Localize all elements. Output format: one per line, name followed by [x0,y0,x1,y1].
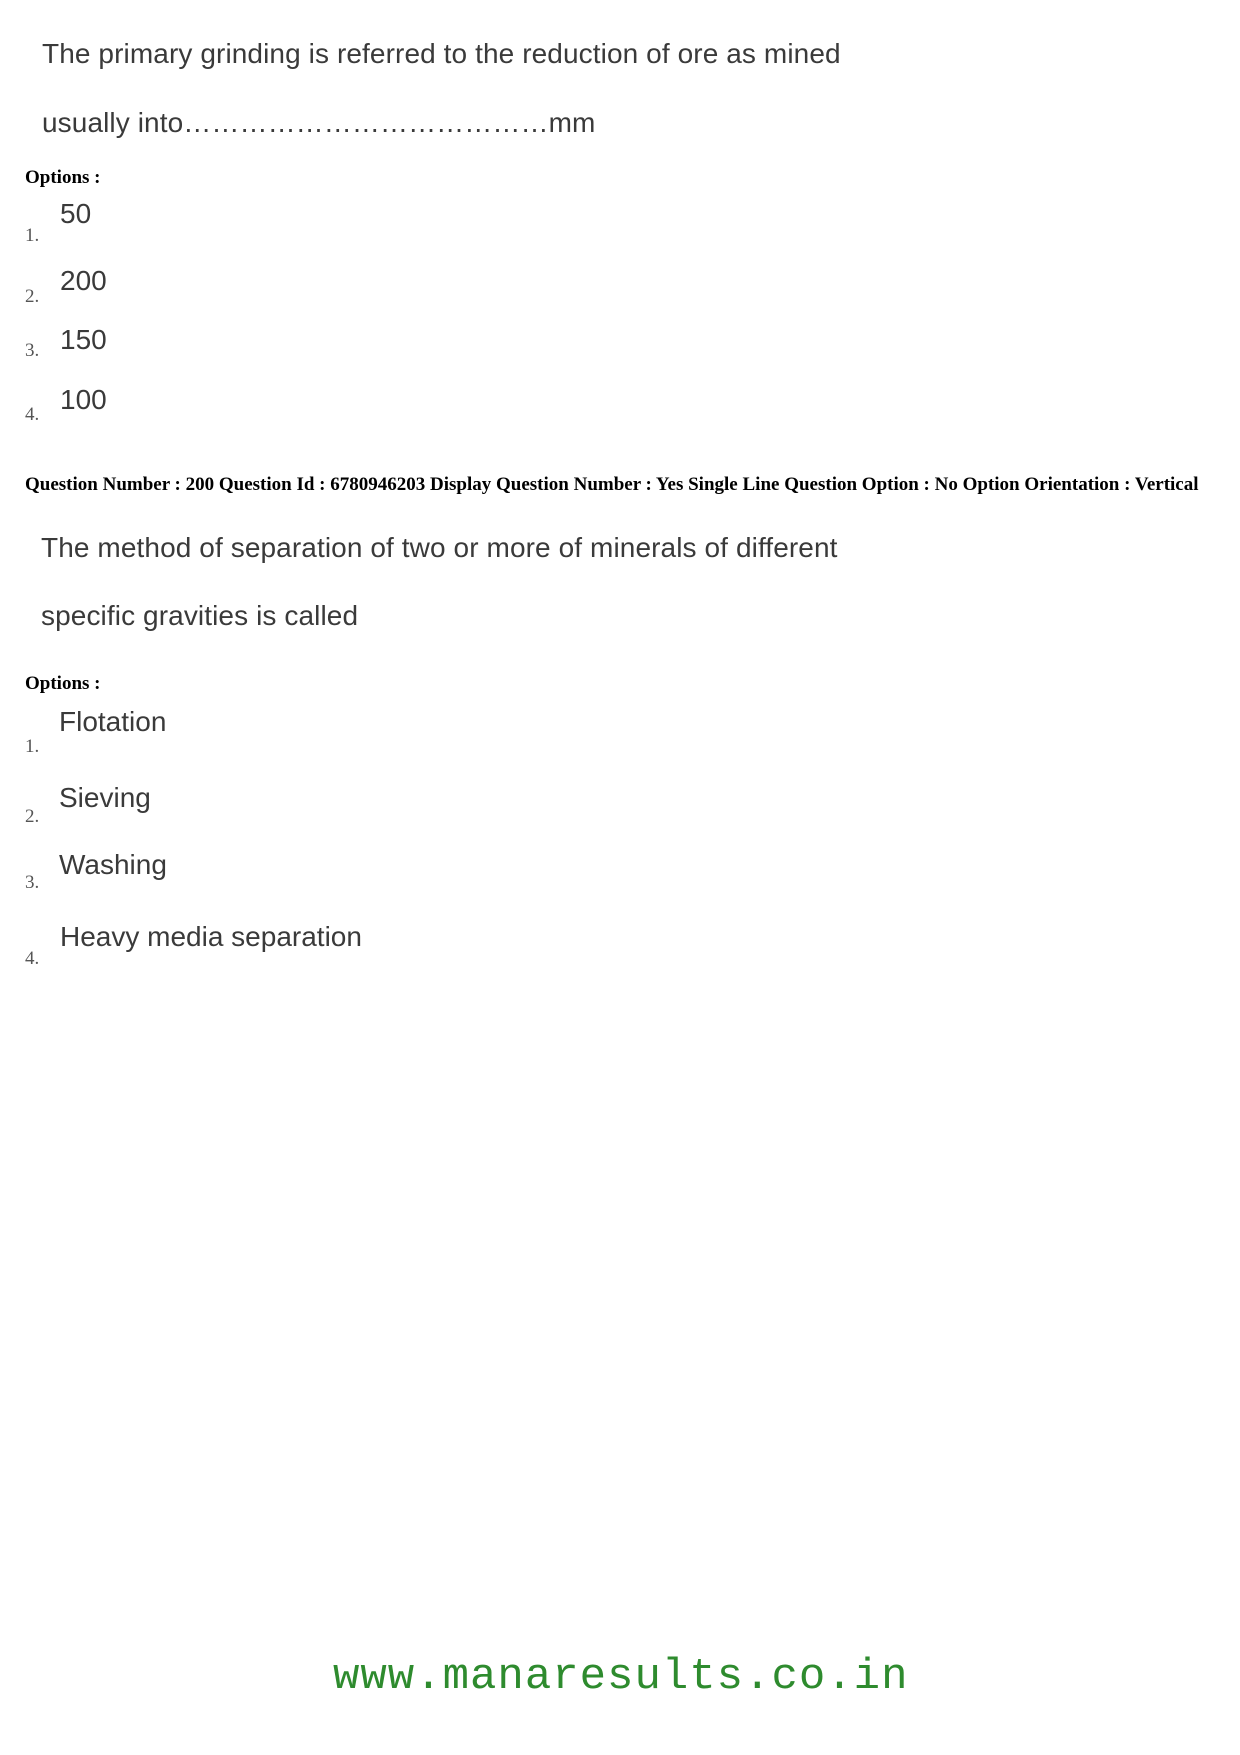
question-1-options-label: Options : [25,167,101,188]
question-1-option-4-text: 100 [60,384,107,415]
question-1-option-2-text: 200 [60,265,107,296]
question-2-option-3-text: Washing [59,849,167,880]
question-2-meta: Question Number : 200 Question Id : 6780946203 Display Question Number : Yes Single Line Question Option : No Option Orientation : Vertical [25,474,1199,495]
question-1-option-4-number: 4. [25,404,40,425]
question-2-option-1-text: Flotation [59,706,167,737]
question-2-option-3-number: 3. [25,872,40,893]
question-1-option-3-text: 150 [60,324,107,355]
question-2-text-line-1: The method of separation of two or more of minerals of different [41,532,838,563]
question-1-text-line-1: The primary grinding is referred to the reduction of ore as mined [42,38,841,69]
question-1-text-line-2: usually into…………………………………mm [42,107,596,138]
question-1-option-1-number: 1. [25,225,40,246]
question-2-option-4-text: Heavy media separation [60,921,362,952]
question-2-options-label: Options : [25,673,101,694]
question-1-option-1-text: 50 [60,198,92,229]
footer-website-link[interactable]: www.manaresults.co.in [333,1652,909,1702]
question-1-option-3-number: 3. [25,340,40,361]
question-2-option-4-number: 4. [25,948,40,969]
question-1-option-2-number: 2. [25,286,40,307]
question-2-text-line-2: specific gravities is called [41,600,359,631]
question-2-option-2-text: Sieving [59,782,151,813]
question-2-option-1-number: 1. [25,736,40,757]
question-2-option-2-number: 2. [25,806,40,827]
